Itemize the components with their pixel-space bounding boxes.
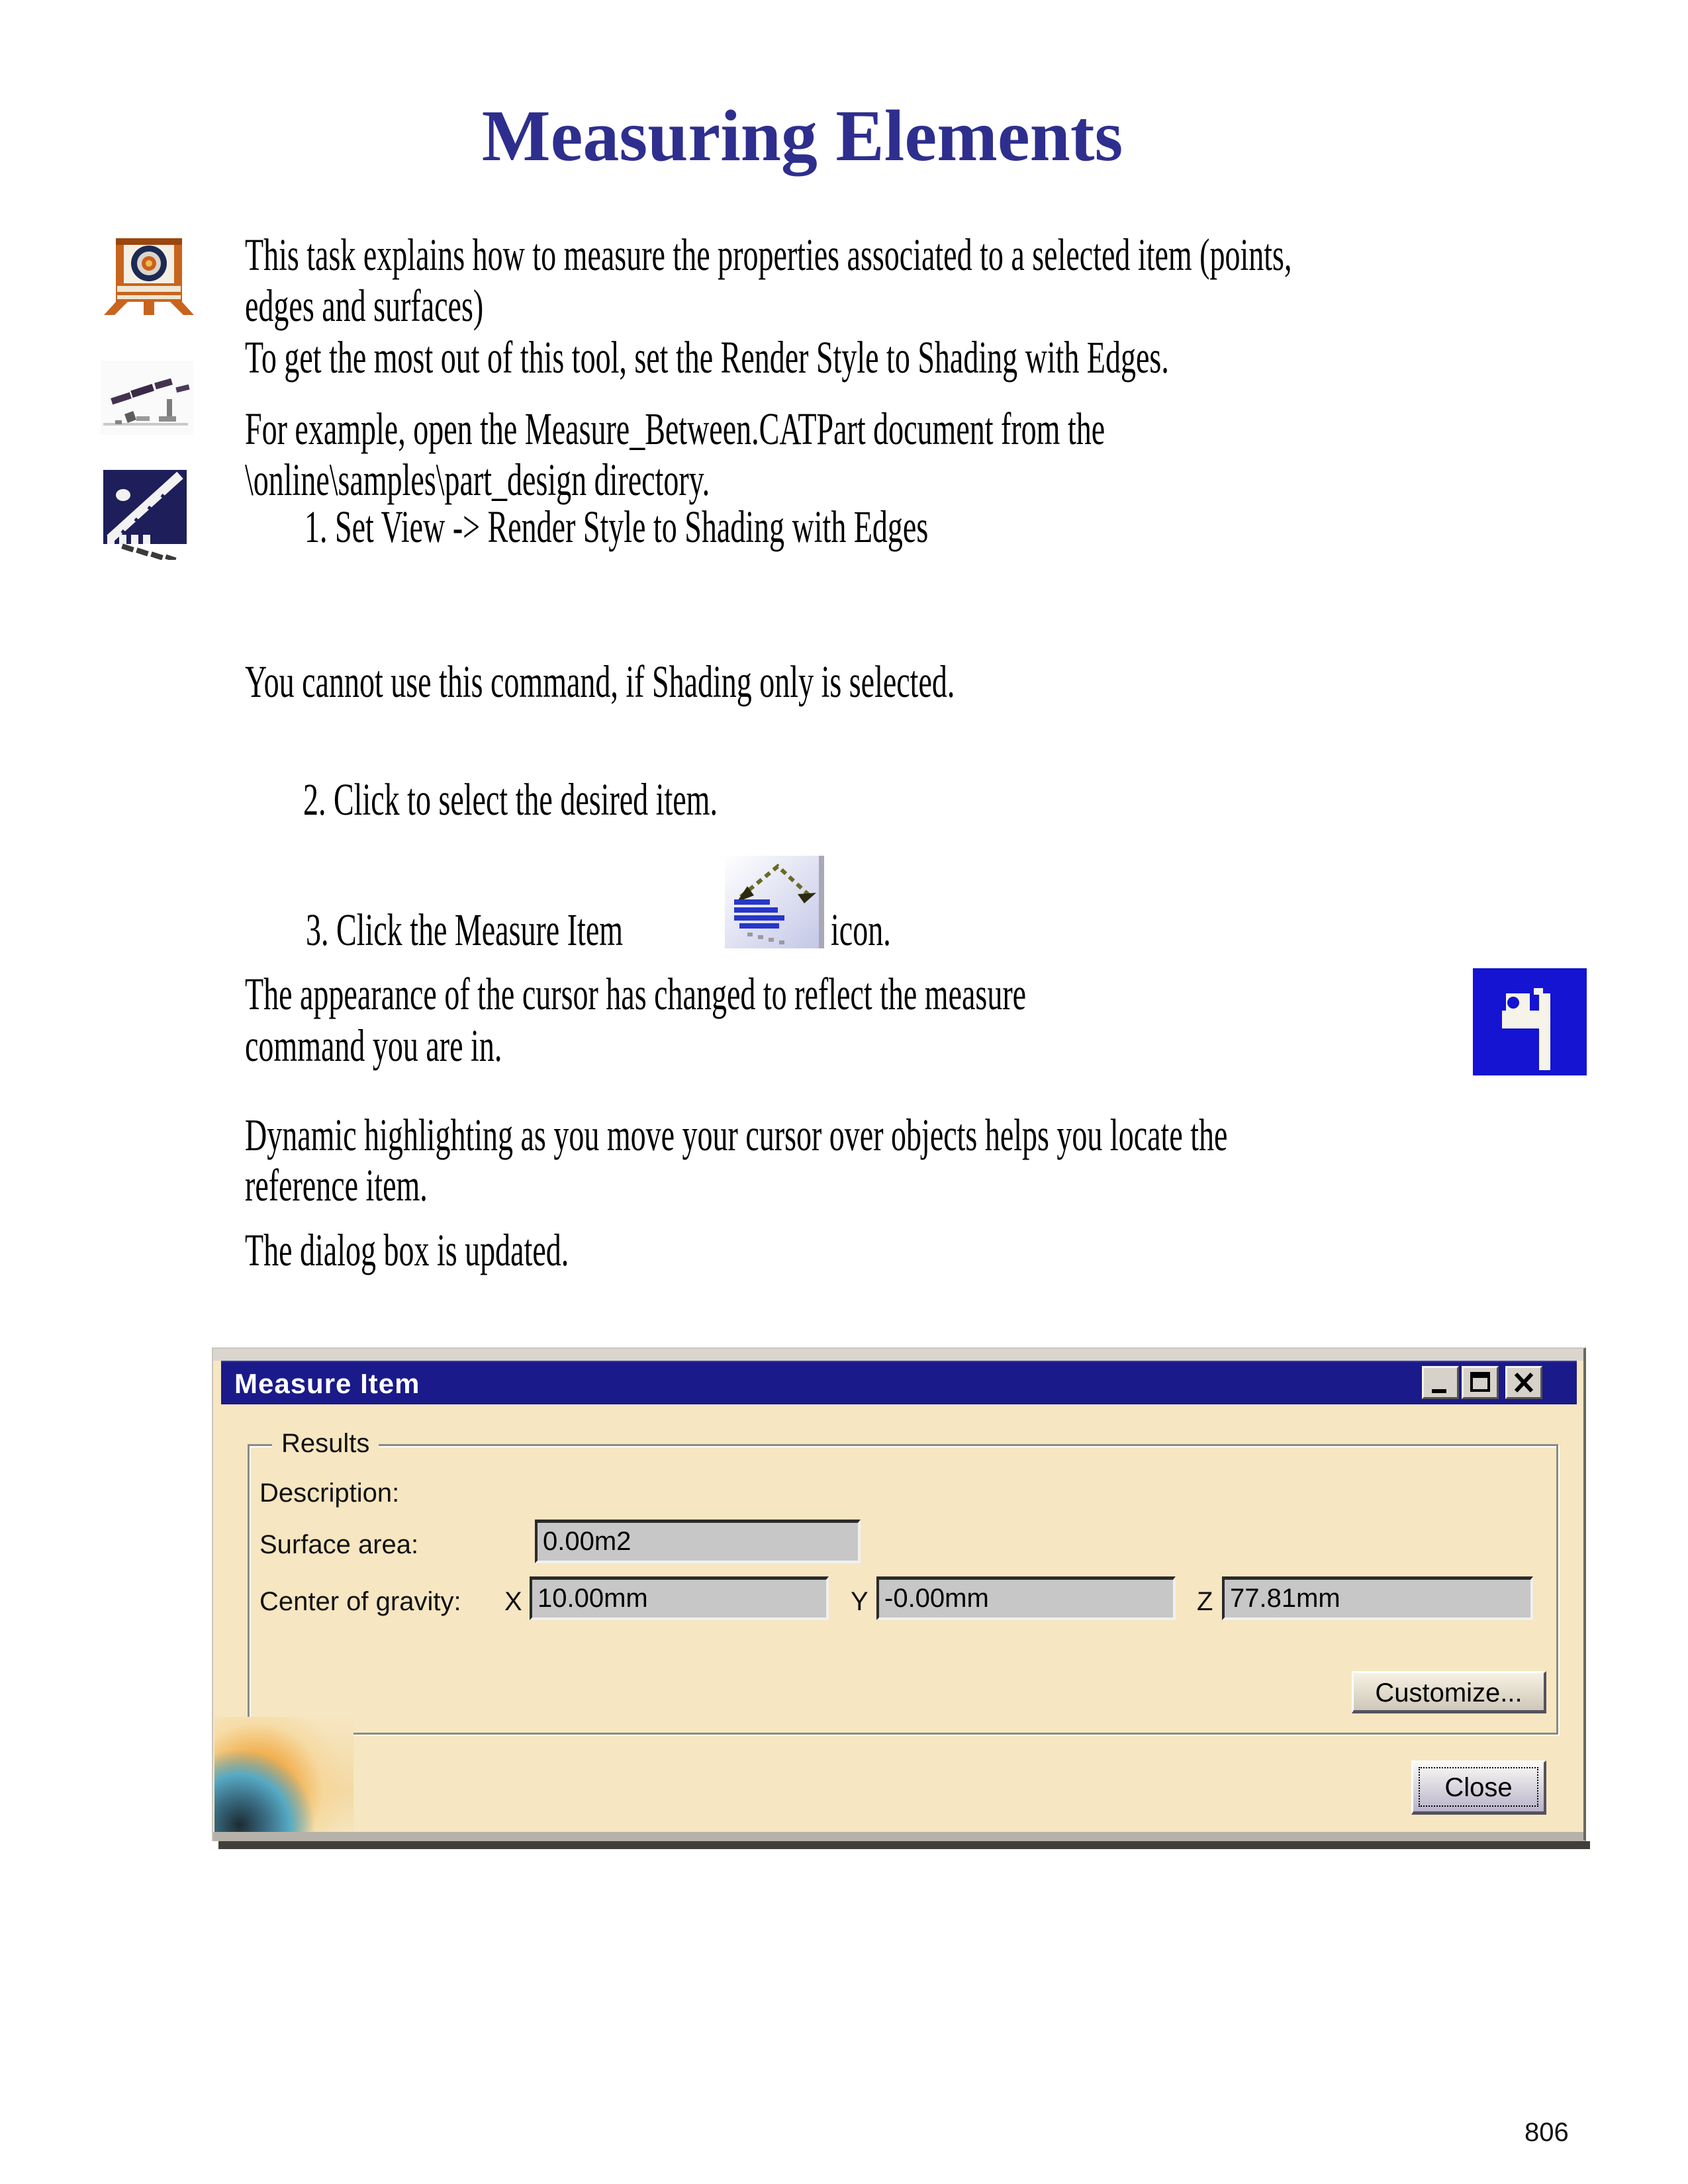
viewport-corner-image [214,1717,353,1840]
close-button[interactable] [1411,1760,1546,1815]
step-3-post: icon. [831,904,891,955]
intro-line-1: This task explains how to measure the properties associated to a selected item (points, [245,229,1292,280]
close-button-label: Close [1444,1773,1513,1802]
maximize-button[interactable] [1462,1366,1499,1399]
z-field[interactable]: 77.81mm [1222,1576,1533,1620]
scenario-icon [101,361,193,435]
measure-cursor-icon [1473,968,1587,1075]
surface-area-field[interactable]: 0.00m2 [535,1520,861,1563]
dialog-top-strip [213,1349,1583,1361]
updated-line: The dialog box is updated. [245,1224,569,1275]
target-icon [103,237,195,316]
dialog-drop-shadow [218,1841,1590,1849]
y-field[interactable]: -0.00mm [876,1576,1176,1620]
z-label: Z [1197,1587,1213,1616]
step-1: 1. Set View -> Render Style to Shading with Edges [305,501,929,552]
description-label: Description: [259,1479,400,1508]
intro-line-2: edges and surfaces) [245,280,484,331]
center-of-gravity-label: Center of gravity: [259,1587,461,1616]
cursor-line-1: The appearance of the cursor has changed to reflect the measure [245,968,1027,1019]
tip-line: To get the most out of this tool, set the Render Style to Shading with Edges. [245,332,1169,383]
dialog-bottom-strip [213,1832,1583,1841]
cursor-line-2: command you are in. [245,1020,502,1071]
y-label: Y [851,1587,868,1616]
results-groupbox-label: Results [272,1429,379,1459]
measure-item-icon [725,856,824,948]
dynamic-line-2: reference item. [245,1160,428,1210]
example-line-2: \online\samples\part_design directory. [245,454,710,505]
step-2: 2. Click to select the desired item. [303,774,718,825]
x-field[interactable]: 10.00mm [530,1576,829,1620]
close-window-button[interactable] [1505,1366,1542,1399]
dialog-titlebar[interactable] [221,1361,1577,1404]
ruler-icon [103,470,192,560]
close-button-focus-ring [1419,1767,1538,1807]
minimize-button[interactable] [1422,1366,1459,1399]
page-title: Measuring Elements [481,95,1123,176]
measure-item-dialog [212,1347,1586,1841]
dynamic-line-1: Dynamic highlighting as you move your cursor over objects helps you locate the [245,1109,1228,1160]
dialog-title: Measure Item [234,1368,420,1399]
customize-button[interactable]: Customize... [1352,1671,1546,1713]
surface-area-label: Surface area: [259,1530,419,1559]
step-3-pre: 3. Click the Measure Item [306,904,624,955]
page-number: 806 [1524,2118,1569,2147]
x-label: X [504,1587,522,1616]
example-line-1: For example, open the Measure_Between.CATPart document from the [245,403,1105,454]
warning-line: You cannot use this command, if Shading only is selected. [245,656,955,707]
